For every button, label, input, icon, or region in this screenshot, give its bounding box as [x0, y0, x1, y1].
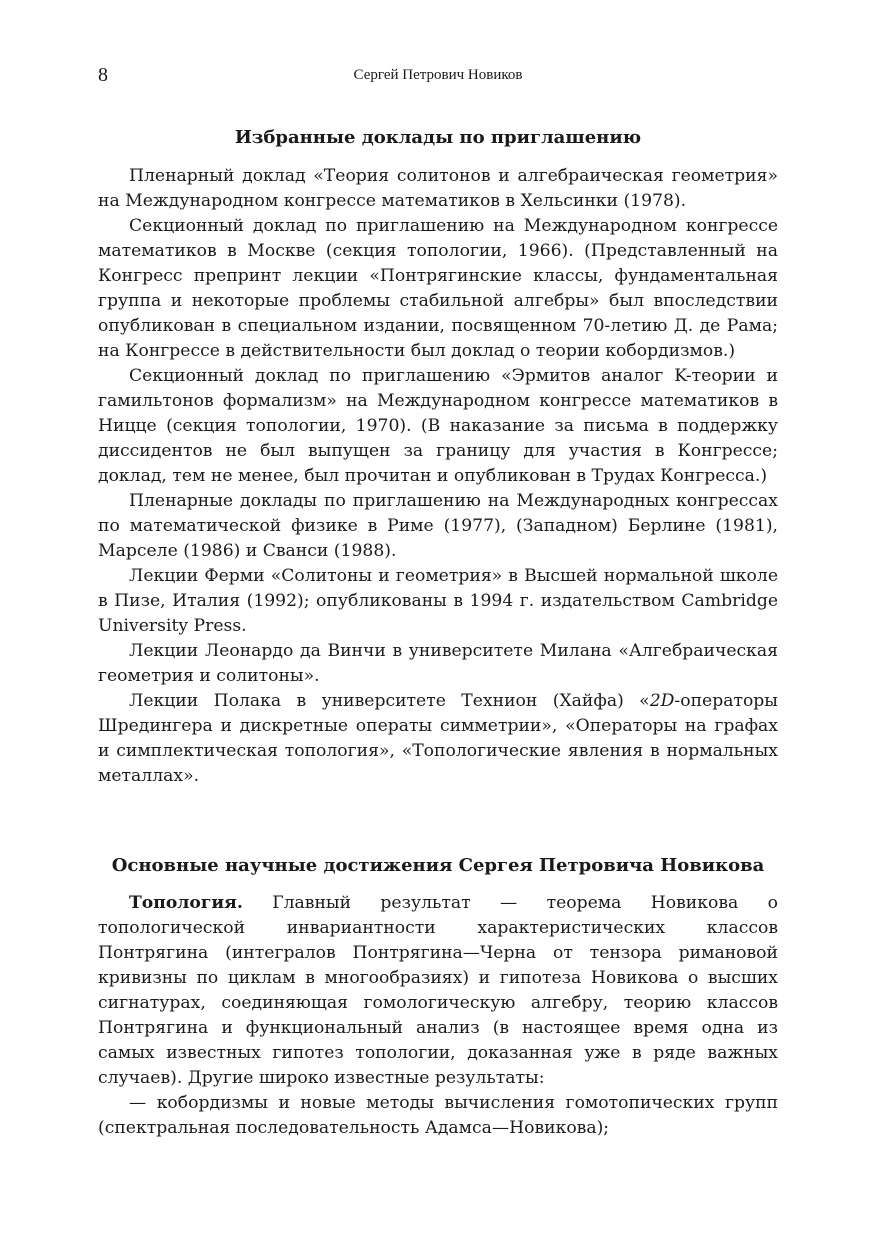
main-achievements-body [98, 891, 778, 1141]
paragraph-topology [98, 891, 778, 1091]
paragraph-leonardo-lectures: Лекции Леонардо да Винчи в университете Милана «Алгебраическая геометрия и солитоны». [98, 641, 778, 686]
polak-text-start: Лекции Полака в университете Технион (Хайфа) « [129, 691, 650, 711]
polak-text-end: -операторы Шредингера и дискретные операты симметрии», «Операторы на графах и симплектическая топология», «Топологические явления в нормальных металлах». [98, 691, 778, 786]
running-title: Сергей Петрович Новиков [353, 67, 523, 83]
run-in-term-topology: Топология. [129, 893, 243, 913]
math-2d: 2D [649, 691, 675, 711]
section-heading-invited-talks: Избранные доклады по приглашению [234, 127, 642, 148]
page-number: 8 [98, 64, 108, 86]
invited-talks-body [98, 164, 778, 789]
section-invited-talks [98, 127, 778, 148]
running-header [98, 64, 778, 90]
paragraph-nice-sectional: Секционный доклад по приглашению «Эрмитов аналог K-теории и гамильтонов формализм» на Международном конгрессе математиков в Ницце (секция топологии, 1970). (В наказание за письма в поддержку диссидентов не был выпущен за границу для участия в Конгрессе; доклад, тем не менее, был прочитан и опубликован в Трудах Конгресса.) [98, 366, 778, 486]
paragraph-math-physics-plenaries: Пленарные доклады по приглашению на Международных конгрессах по математической физике в Риме (1977), (Западном) Берлине (1981), Марселе (1986) и Сванси (1988). [98, 491, 778, 561]
paragraph-helsinki-plenary: Пленарный доклад «Теория солитонов и алгебраическая геометрия» на Международном конгрессе математиков в Хельсинки (1978). [98, 166, 778, 211]
section-heading-main-achievements: Основные научные достижения Сергея Петровича Новикова [111, 855, 765, 876]
paragraph-fermi-lectures: Лекции Ферми «Солитоны и геометрия» в Высшей нормальной школе в Пизе, Италия (1992); опубликованы в 1994 г. издательством Cambridge University Press. [98, 566, 778, 636]
paragraph-polak-lectures [98, 689, 778, 789]
topology-text: Главный результат — теорема Новикова о топологической инвариантности характеристических классов Понтрягина (интегралов Понтрягина—Черна от тензора римановой кривизны по циклам в многообразиях) и гипотеза Новикова о высших сигнатурах, соединяющая гомологическую алгебру, теорию классов Понтрягина и функциональный анализ (в настоящее время одна из самых известных гипотез топологии, доказанная уже в ряде важных случаев). Другие широко известные результаты: [98, 893, 778, 1088]
paragraph-moscow-sectional: Секционный доклад по приглашению на Международном конгрессе математиков в Москве (секция топологии, 1966). (Представленный на Конгресс препринт лекции «Понтрягинские классы, фундаментальная группа и некоторые проблемы стабильной алгебры» был впоследствии опубликован в специальном издании, посвященном 70-летию Д. де Рама; на Конгрессе в действительности был доклад о теории кобордизмов.) [98, 216, 778, 361]
section-main-achievements [98, 855, 778, 876]
list-item-cobordisms: — кобордизмы и новые методы вычисления гомотопических групп (спектральная последовательность Адамса—Новикова); [98, 1093, 778, 1138]
